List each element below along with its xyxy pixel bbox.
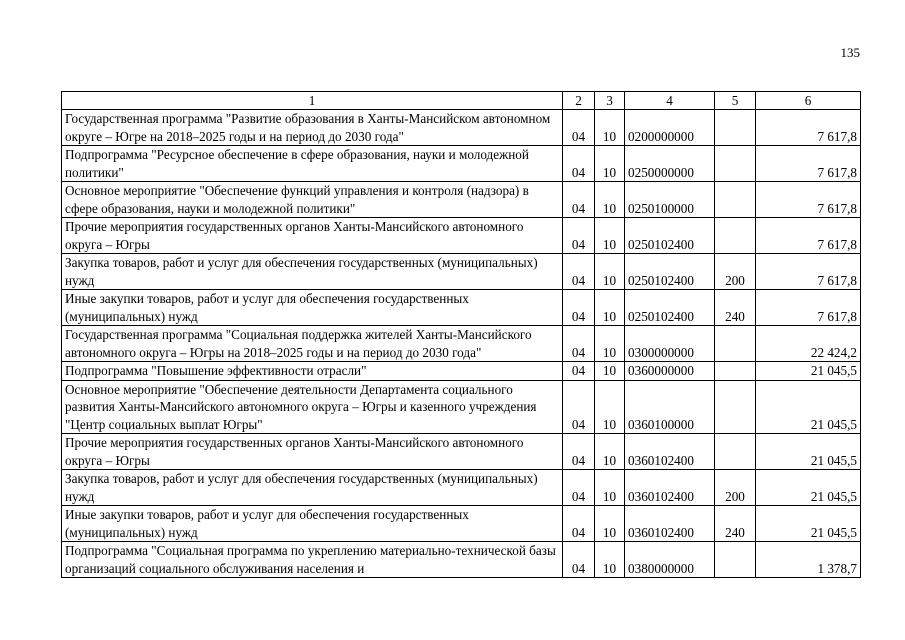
header-cell-3: 3 (595, 92, 625, 110)
target-article-cell: 0250102400 (625, 254, 715, 290)
expense-type-cell (715, 434, 756, 470)
name-cell: Основное мероприятие "Обеспечение функций управления и контроля (надзора) в сфере образования, науки и молодежной политики" (62, 182, 563, 218)
target-article-cell: 0380000000 (625, 542, 715, 578)
table-row (62, 542, 861, 578)
subsection-code-cell: 10 (595, 506, 625, 542)
target-article-cell: 0360102400 (625, 434, 715, 470)
table-header-row (62, 92, 861, 110)
header-cell-6: 6 (756, 92, 861, 110)
section-code-cell: 04 (563, 506, 595, 542)
page-number: 135 (840, 45, 860, 60)
expense-type-cell (715, 542, 756, 578)
expense-type-cell: 240 (715, 290, 756, 326)
target-article-cell: 0360000000 (625, 362, 715, 381)
name-cell: Прочие мероприятия государственных органов Ханты-Мансийского автономного округа – Югры (62, 218, 563, 254)
target-article-cell: 0360102400 (625, 470, 715, 506)
section-code-cell: 04 (563, 146, 595, 182)
subsection-code-cell: 10 (595, 470, 625, 506)
amount-cell: 21 045,5 (756, 380, 861, 434)
name-cell: Государственная программа "Развитие образования в Ханты-Мансийском автономном округе – Югре на 2018–2025 годы и на период до 2030 года" (62, 110, 563, 146)
table-row (62, 146, 861, 182)
subsection-code-cell: 10 (595, 434, 625, 470)
expense-type-cell (715, 110, 756, 146)
subsection-code-cell: 10 (595, 380, 625, 434)
table-row (62, 110, 861, 146)
table-row (62, 506, 861, 542)
amount-cell: 21 045,5 (756, 506, 861, 542)
subsection-code-cell: 10 (595, 362, 625, 381)
subsection-code-cell: 10 (595, 290, 625, 326)
expense-type-cell (715, 380, 756, 434)
target-article-cell: 0360102400 (625, 506, 715, 542)
amount-cell: 1 378,7 (756, 542, 861, 578)
section-code-cell: 04 (563, 326, 595, 362)
name-cell: Подпрограмма "Социальная программа по укреплению материально-технической базы организаций социального обслуживания населения и (62, 542, 563, 578)
header-cell-1: 1 (62, 92, 563, 110)
subsection-code-cell: 10 (595, 146, 625, 182)
table-row (62, 380, 861, 434)
amount-cell: 7 617,8 (756, 146, 861, 182)
table-row (62, 470, 861, 506)
section-code-cell: 04 (563, 380, 595, 434)
target-article-cell: 0360100000 (625, 380, 715, 434)
subsection-code-cell: 10 (595, 110, 625, 146)
name-cell: Иные закупки товаров, работ и услуг для обеспечения государственных (муниципальных) нужд (62, 290, 563, 326)
name-cell: Подпрограмма "Ресурсное обеспечение в сфере образования, науки и молодежной политики" (62, 146, 563, 182)
subsection-code-cell: 10 (595, 182, 625, 218)
expense-type-cell (715, 218, 756, 254)
amount-cell: 22 424,2 (756, 326, 861, 362)
amount-cell: 7 617,8 (756, 254, 861, 290)
amount-cell: 7 617,8 (756, 290, 861, 326)
subsection-code-cell: 10 (595, 542, 625, 578)
expense-type-cell: 200 (715, 470, 756, 506)
budget-table (61, 91, 861, 578)
name-cell: Закупка товаров, работ и услуг для обеспечения государственных (муниципальных) нужд (62, 470, 563, 506)
target-article-cell: 0250102400 (625, 218, 715, 254)
header-cell-5: 5 (715, 92, 756, 110)
name-cell: Иные закупки товаров, работ и услуг для обеспечения государственных (муниципальных) нужд (62, 506, 563, 542)
name-cell: Основное мероприятие "Обеспечение деятельности Департамента социального развития Ханты-Мансийского автономного округа – Югры и казенного учреждения "Центр социальных выплат Югры" (62, 380, 563, 434)
subsection-code-cell: 10 (595, 254, 625, 290)
expense-type-cell: 200 (715, 254, 756, 290)
target-article-cell: 0250100000 (625, 182, 715, 218)
name-cell: Подпрограмма "Повышение эффективности отрасли" (62, 362, 563, 381)
header-cell-2: 2 (563, 92, 595, 110)
section-code-cell: 04 (563, 434, 595, 470)
amount-cell: 21 045,5 (756, 434, 861, 470)
table-row (62, 290, 861, 326)
amount-cell: 21 045,5 (756, 470, 861, 506)
subsection-code-cell: 10 (595, 326, 625, 362)
section-code-cell: 04 (563, 254, 595, 290)
expense-type-cell (715, 182, 756, 218)
amount-cell: 7 617,8 (756, 110, 861, 146)
amount-cell: 7 617,8 (756, 218, 861, 254)
amount-cell: 7 617,8 (756, 182, 861, 218)
name-cell: Закупка товаров, работ и услуг для обеспечения государственных (муниципальных) нужд (62, 254, 563, 290)
section-code-cell: 04 (563, 542, 595, 578)
table-row (62, 182, 861, 218)
table-row (62, 326, 861, 362)
target-article-cell: 0250000000 (625, 146, 715, 182)
section-code-cell: 04 (563, 470, 595, 506)
subsection-code-cell: 10 (595, 218, 625, 254)
table-row (62, 218, 861, 254)
section-code-cell: 04 (563, 362, 595, 381)
name-cell: Прочие мероприятия государственных органов Ханты-Мансийского автономного округа – Югры (62, 434, 563, 470)
table-row (62, 434, 861, 470)
expense-type-cell (715, 326, 756, 362)
section-code-cell: 04 (563, 218, 595, 254)
target-article-cell: 0200000000 (625, 110, 715, 146)
header-cell-4: 4 (625, 92, 715, 110)
name-cell: Государственная программа "Социальная поддержка жителей Ханты-Мансийского автономного округа – Югры на 2018–2025 годы и на период до 2030 года" (62, 326, 563, 362)
expense-type-cell (715, 146, 756, 182)
section-code-cell: 04 (563, 110, 595, 146)
expense-type-cell (715, 362, 756, 381)
table-row (62, 254, 861, 290)
table-row (62, 362, 861, 381)
target-article-cell: 0300000000 (625, 326, 715, 362)
expense-type-cell: 240 (715, 506, 756, 542)
section-code-cell: 04 (563, 182, 595, 218)
amount-cell: 21 045,5 (756, 362, 861, 381)
target-article-cell: 0250102400 (625, 290, 715, 326)
section-code-cell: 04 (563, 290, 595, 326)
